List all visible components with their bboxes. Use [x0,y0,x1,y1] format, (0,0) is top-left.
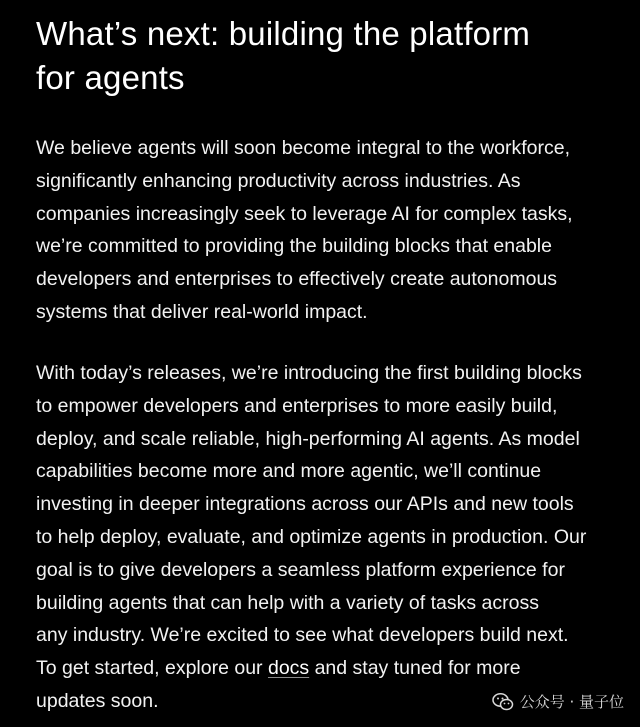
paragraph-line: capabilities become more and more agentic, we’ll continue [36,460,542,483]
paragraph-line: significantly enhancing productivity across industries. As [36,169,521,192]
watermark [492,691,624,712]
paragraph-line: With today’s releases, we’re introducing the first building blocks [36,362,582,384]
paragraph-line-with-link [36,652,586,685]
section-heading [36,12,616,100]
paragraph-line: updates soon. [36,689,159,712]
paragraph-line: deploy, and scale reliable, high-performing AI agents. As model [36,427,580,450]
paragraph-line: investing in deeper integrations across our APIs and new tools [36,493,574,516]
paragraph-agents-workforce [36,132,573,329]
paragraph-line: systems that deliver real-world impact. [36,300,368,323]
paragraph-line: to empower developers and enterprises to more easily build, [36,394,558,417]
heading-line: for agents [36,59,185,96]
paragraph-releases [36,357,586,718]
wechat-icon [492,692,514,712]
watermark-text: 公众号 · 量子位 [519,693,624,711]
paragraph-line: We believe agents will soon become integral to the workforce, [36,137,571,159]
paragraph-line: companies increasingly seek to leverage AI for complex tasks, [36,202,573,225]
paragraph-line: developers and enterprises to effectively create autonomous [36,268,558,291]
paragraph-line: we’re committed to providing the building blocks that enable [36,235,552,258]
stay-tuned-text: and stay tuned for more [309,657,521,680]
paragraph-line: building agents that can help with a variety of tasks across [36,591,539,614]
paragraph-line: any industry. We’re excited to see what developers build next. [36,624,569,647]
paragraph-line: goal is to give developers a seamless platform experience for [36,558,565,581]
docs-link[interactable]: docs [267,657,310,680]
get-started-text: To get started, explore our [36,657,268,680]
heading-line: What’s next: building the platform [36,15,531,52]
paragraph-line: to help deploy, evaluate, and optimize agents in production. Our [36,525,587,548]
